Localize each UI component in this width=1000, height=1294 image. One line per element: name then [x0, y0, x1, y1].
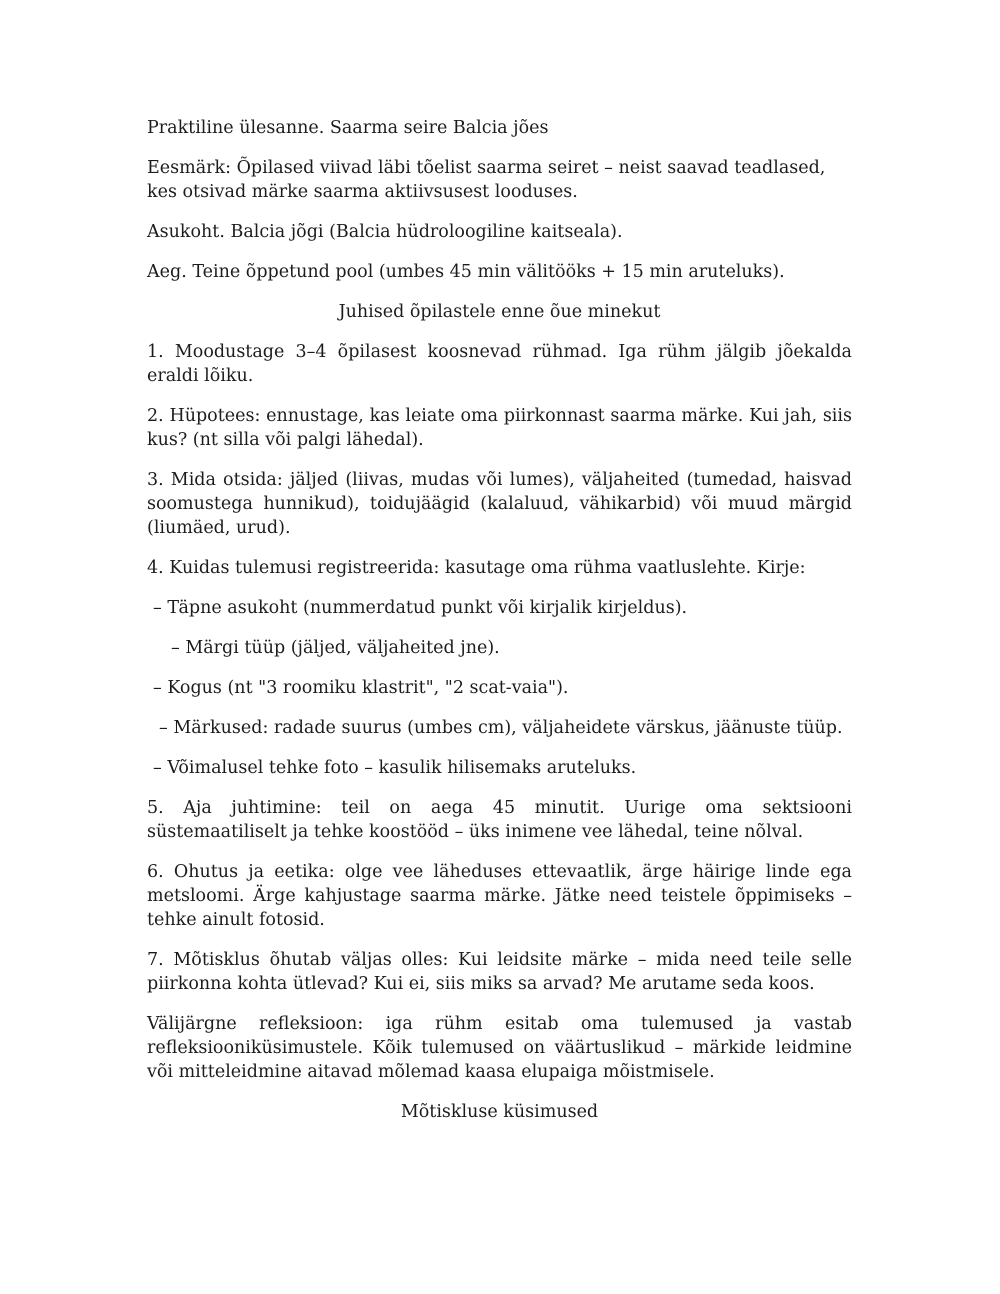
- instruction-item-5: 5. Aja juhtimine: teil on aega 45 minutit. Uurige oma sektsiooni süstemaatiliselt ja tehke koostööd – üks inimene vee lähedal, teine nõlval.: [147, 798, 852, 842]
- instruction-item-2: 2. Hüpotees: ennustage, kas leiate oma piirkonnast saarma märke. Kui jah, siis kus? (nt silla või palgi lähedal).: [147, 406, 852, 450]
- goal-paragraph: Eesmärk: Õpilased viivad läbi tõelist saarma seiret – neist saavad teadlased, kes otsivad märke saarma aktiivsusest looduses.: [147, 158, 826, 202]
- record-subitem-type: – Märgi tüüp (jäljed, väljaheited jne).: [171, 638, 500, 658]
- record-subitem-location: – Täpne asukoht (nummerdatud punkt või kirjalik kirjeldus).: [153, 598, 688, 618]
- instructions-heading: Juhised õpilastele enne õue minekut: [338, 302, 661, 322]
- instruction-item-7: 7. Mõtisklus õhutab väljas olles: Kui leidsite märke – mida need teile selle piirkonna kohta ütlevad? Kui ei, siis miks sa arvad? Me arutame seda koos.: [147, 950, 852, 994]
- instruction-item-1: 1. Moodustage 3–4 õpilasest koosnevad rühmad. Iga rühm jälgib jõekalda eraldi lõiku.: [147, 342, 852, 386]
- time-paragraph: Aeg. Teine õppetund pool (umbes 45 min välitööks + 15 min aruteluks).: [147, 262, 785, 282]
- instruction-item-3: 3. Mida otsida: jäljed (liivas, mudas või lumes), väljaheited (tumedad, haisvad soomustega hunnikud), toidujäägid (kalaluud, vähikarbid) või muud märgid (liumäed, urud).: [147, 470, 852, 538]
- instruction-item-4: 4. Kuidas tulemusi registreerida: kasutage oma rühma vaatluslehte. Kirje:: [147, 558, 806, 578]
- record-subitem-notes: – Märkused: radade suurus (umbes cm), väljaheidete värskus, jäänuste tüüp.: [159, 718, 843, 738]
- record-subitem-quantity: – Kogus (nt "3 roomiku klastrit", "2 scat-vaia").: [153, 678, 569, 698]
- location-paragraph: Asukoht. Balcia jõgi (Balcia hüdroloogiline kaitseala).: [147, 222, 623, 242]
- instruction-item-6: 6. Ohutus ja eetika: olge vee läheduses ettevaatlik, ärge häirige linde ega metsloomi. Ärge kahjustage saarma märke. Jätke need teistele õppimiseks – tehke ainult fotosid.: [147, 862, 852, 930]
- reflection-paragraph: Välijärgne refleksioon: iga rühm esitab oma tulemused ja vastab refleksiooniküsimustele. Kõik tulemused on väärtuslikud – märkide leidmine või mitteleidmine aitavad mõlemad kaasa elupaiga mõistmisele.: [147, 1014, 852, 1082]
- record-subitem-photo: – Võimalusel tehke foto – kasulik hilisemaks aruteluks.: [153, 758, 637, 778]
- questions-heading: Mõtiskluse küsimused: [400, 1102, 599, 1122]
- document-title: Praktiline ülesanne. Saarma seire Balcia jões: [147, 118, 549, 138]
- document-page: [147, 116, 852, 1140]
